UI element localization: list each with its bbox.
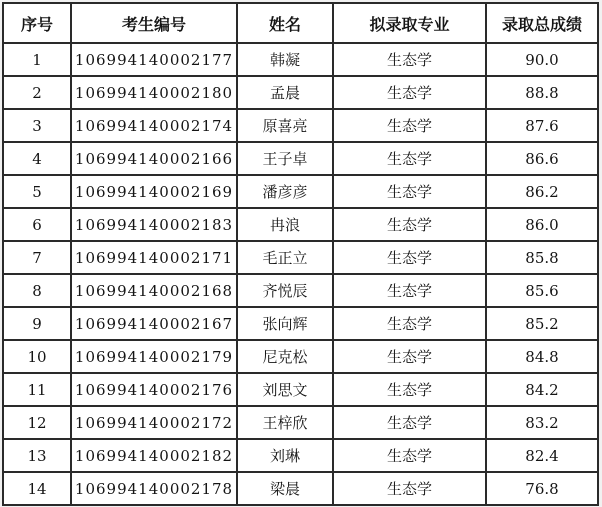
cell-major: 生态学 <box>333 142 486 175</box>
column-header-major: 拟录取专业 <box>333 3 486 43</box>
cell-candidate-id: 106994140002169 <box>71 175 237 208</box>
cell-name: 王子卓 <box>237 142 333 175</box>
cell-name: 韩凝 <box>237 43 333 76</box>
cell-name: 孟晨 <box>237 76 333 109</box>
cell-index: 4 <box>3 142 71 175</box>
table-row <box>3 373 598 406</box>
cell-score: 76.8 <box>486 472 598 505</box>
cell-score: 84.2 <box>486 373 598 406</box>
column-header-name: 姓名 <box>237 3 333 43</box>
cell-candidate-id: 106994140002179 <box>71 340 237 373</box>
cell-name: 原喜亮 <box>237 109 333 142</box>
cell-score: 83.2 <box>486 406 598 439</box>
cell-candidate-id: 106994140002167 <box>71 307 237 340</box>
cell-score: 85.6 <box>486 274 598 307</box>
cell-candidate-id: 106994140002174 <box>71 109 237 142</box>
table-row <box>3 76 598 109</box>
cell-score: 82.4 <box>486 439 598 472</box>
cell-major: 生态学 <box>333 307 486 340</box>
cell-major: 生态学 <box>333 406 486 439</box>
cell-major: 生态学 <box>333 109 486 142</box>
cell-name: 刘思文 <box>237 373 333 406</box>
cell-major: 生态学 <box>333 472 486 505</box>
cell-name: 冉浪 <box>237 208 333 241</box>
column-header-index: 序号 <box>3 3 71 43</box>
cell-index: 5 <box>3 175 71 208</box>
cell-candidate-id: 106994140002166 <box>71 142 237 175</box>
cell-score: 86.0 <box>486 208 598 241</box>
cell-candidate-id: 106994140002183 <box>71 208 237 241</box>
cell-name: 齐悦辰 <box>237 274 333 307</box>
cell-major: 生态学 <box>333 439 486 472</box>
table-row <box>3 43 598 76</box>
cell-name: 张向辉 <box>237 307 333 340</box>
admission-table <box>2 2 599 506</box>
cell-score: 84.8 <box>486 340 598 373</box>
cell-candidate-id: 106994140002177 <box>71 43 237 76</box>
cell-index: 6 <box>3 208 71 241</box>
cell-candidate-id: 106994140002168 <box>71 274 237 307</box>
column-header-candidate-id: 考生编号 <box>71 3 237 43</box>
cell-candidate-id: 106994140002180 <box>71 76 237 109</box>
cell-major: 生态学 <box>333 340 486 373</box>
cell-score: 86.2 <box>486 175 598 208</box>
cell-candidate-id: 106994140002172 <box>71 406 237 439</box>
cell-score: 85.8 <box>486 241 598 274</box>
table-row <box>3 208 598 241</box>
cell-candidate-id: 106994140002178 <box>71 472 237 505</box>
cell-index: 9 <box>3 307 71 340</box>
cell-index: 11 <box>3 373 71 406</box>
cell-index: 1 <box>3 43 71 76</box>
cell-index: 8 <box>3 274 71 307</box>
cell-score: 90.0 <box>486 43 598 76</box>
table-row <box>3 307 598 340</box>
cell-index: 14 <box>3 472 71 505</box>
table-row <box>3 175 598 208</box>
cell-major: 生态学 <box>333 373 486 406</box>
cell-score: 88.8 <box>486 76 598 109</box>
cell-name: 毛正立 <box>237 241 333 274</box>
table-row <box>3 142 598 175</box>
table-row <box>3 472 598 505</box>
header-row <box>3 3 598 43</box>
cell-name: 尼克松 <box>237 340 333 373</box>
column-header-score: 录取总成绩 <box>486 3 598 43</box>
cell-index: 7 <box>3 241 71 274</box>
cell-major: 生态学 <box>333 274 486 307</box>
cell-index: 13 <box>3 439 71 472</box>
cell-score: 87.6 <box>486 109 598 142</box>
cell-name: 刘琳 <box>237 439 333 472</box>
cell-major: 生态学 <box>333 175 486 208</box>
cell-score: 86.6 <box>486 142 598 175</box>
cell-index: 12 <box>3 406 71 439</box>
cell-index: 2 <box>3 76 71 109</box>
table-row <box>3 406 598 439</box>
cell-candidate-id: 106994140002176 <box>71 373 237 406</box>
table-row <box>3 274 598 307</box>
cell-name: 潘彦彦 <box>237 175 333 208</box>
cell-major: 生态学 <box>333 76 486 109</box>
cell-major: 生态学 <box>333 43 486 76</box>
cell-name: 王梓欣 <box>237 406 333 439</box>
cell-candidate-id: 106994140002182 <box>71 439 237 472</box>
cell-index: 3 <box>3 109 71 142</box>
cell-name: 梁晨 <box>237 472 333 505</box>
cell-candidate-id: 106994140002171 <box>71 241 237 274</box>
cell-score: 85.2 <box>486 307 598 340</box>
table-row <box>3 241 598 274</box>
cell-major: 生态学 <box>333 241 486 274</box>
table-row <box>3 439 598 472</box>
table-row <box>3 109 598 142</box>
cell-major: 生态学 <box>333 208 486 241</box>
table-row <box>3 340 598 373</box>
table-body <box>3 43 598 505</box>
cell-index: 10 <box>3 340 71 373</box>
